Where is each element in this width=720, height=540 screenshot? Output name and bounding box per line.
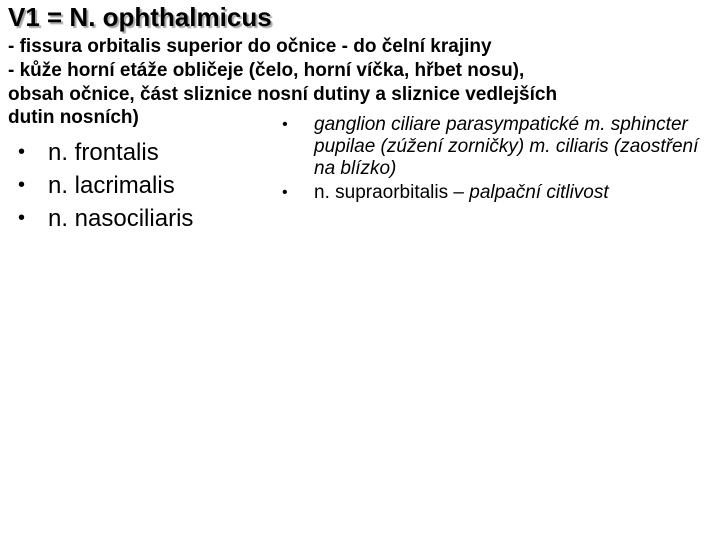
list-item <box>18 136 193 169</box>
text-line-1: - fissura orbitalis superior do očnice - do čelní krajiny <box>8 36 492 57</box>
text-line-3: obsah očnice, část sliznice nosní dutiny a sliznice vedlejších <box>8 84 558 105</box>
list-item <box>282 114 712 180</box>
ganglion-ciliare-text: ganglion ciliare parasympatické m. sphincter pupilae (zúžení zorničky) m. ciliaris (zaostření na blízko) <box>314 114 699 179</box>
right-bullet-list <box>282 114 712 204</box>
left-bullet-list <box>18 136 193 235</box>
text-line-4: dutin nosních) <box>8 107 139 128</box>
supraorbitalis-text: n. supraorbitalis – <box>314 182 470 203</box>
bullet-icon: • <box>18 174 26 196</box>
bullet-icon: • <box>18 207 26 229</box>
text-line-2: - kůže horní etáže obličeje (čelo, horní víčka, hřbet nosu), <box>8 60 525 81</box>
list-item <box>18 202 193 235</box>
list-item-label: n. frontalis <box>48 139 159 166</box>
list-item-label: n. nasociliaris <box>48 205 194 232</box>
list-item <box>282 182 712 204</box>
supraorbitalis-italic-text: palpační citlivost <box>469 182 609 203</box>
slide-title: V1 = N. ophthalmicus <box>8 2 272 32</box>
bullet-icon: • <box>282 184 288 201</box>
list-item <box>18 169 193 202</box>
bullet-icon: • <box>282 116 288 133</box>
bullet-icon: • <box>18 141 26 163</box>
list-item-label: n. lacrimalis <box>48 172 175 199</box>
